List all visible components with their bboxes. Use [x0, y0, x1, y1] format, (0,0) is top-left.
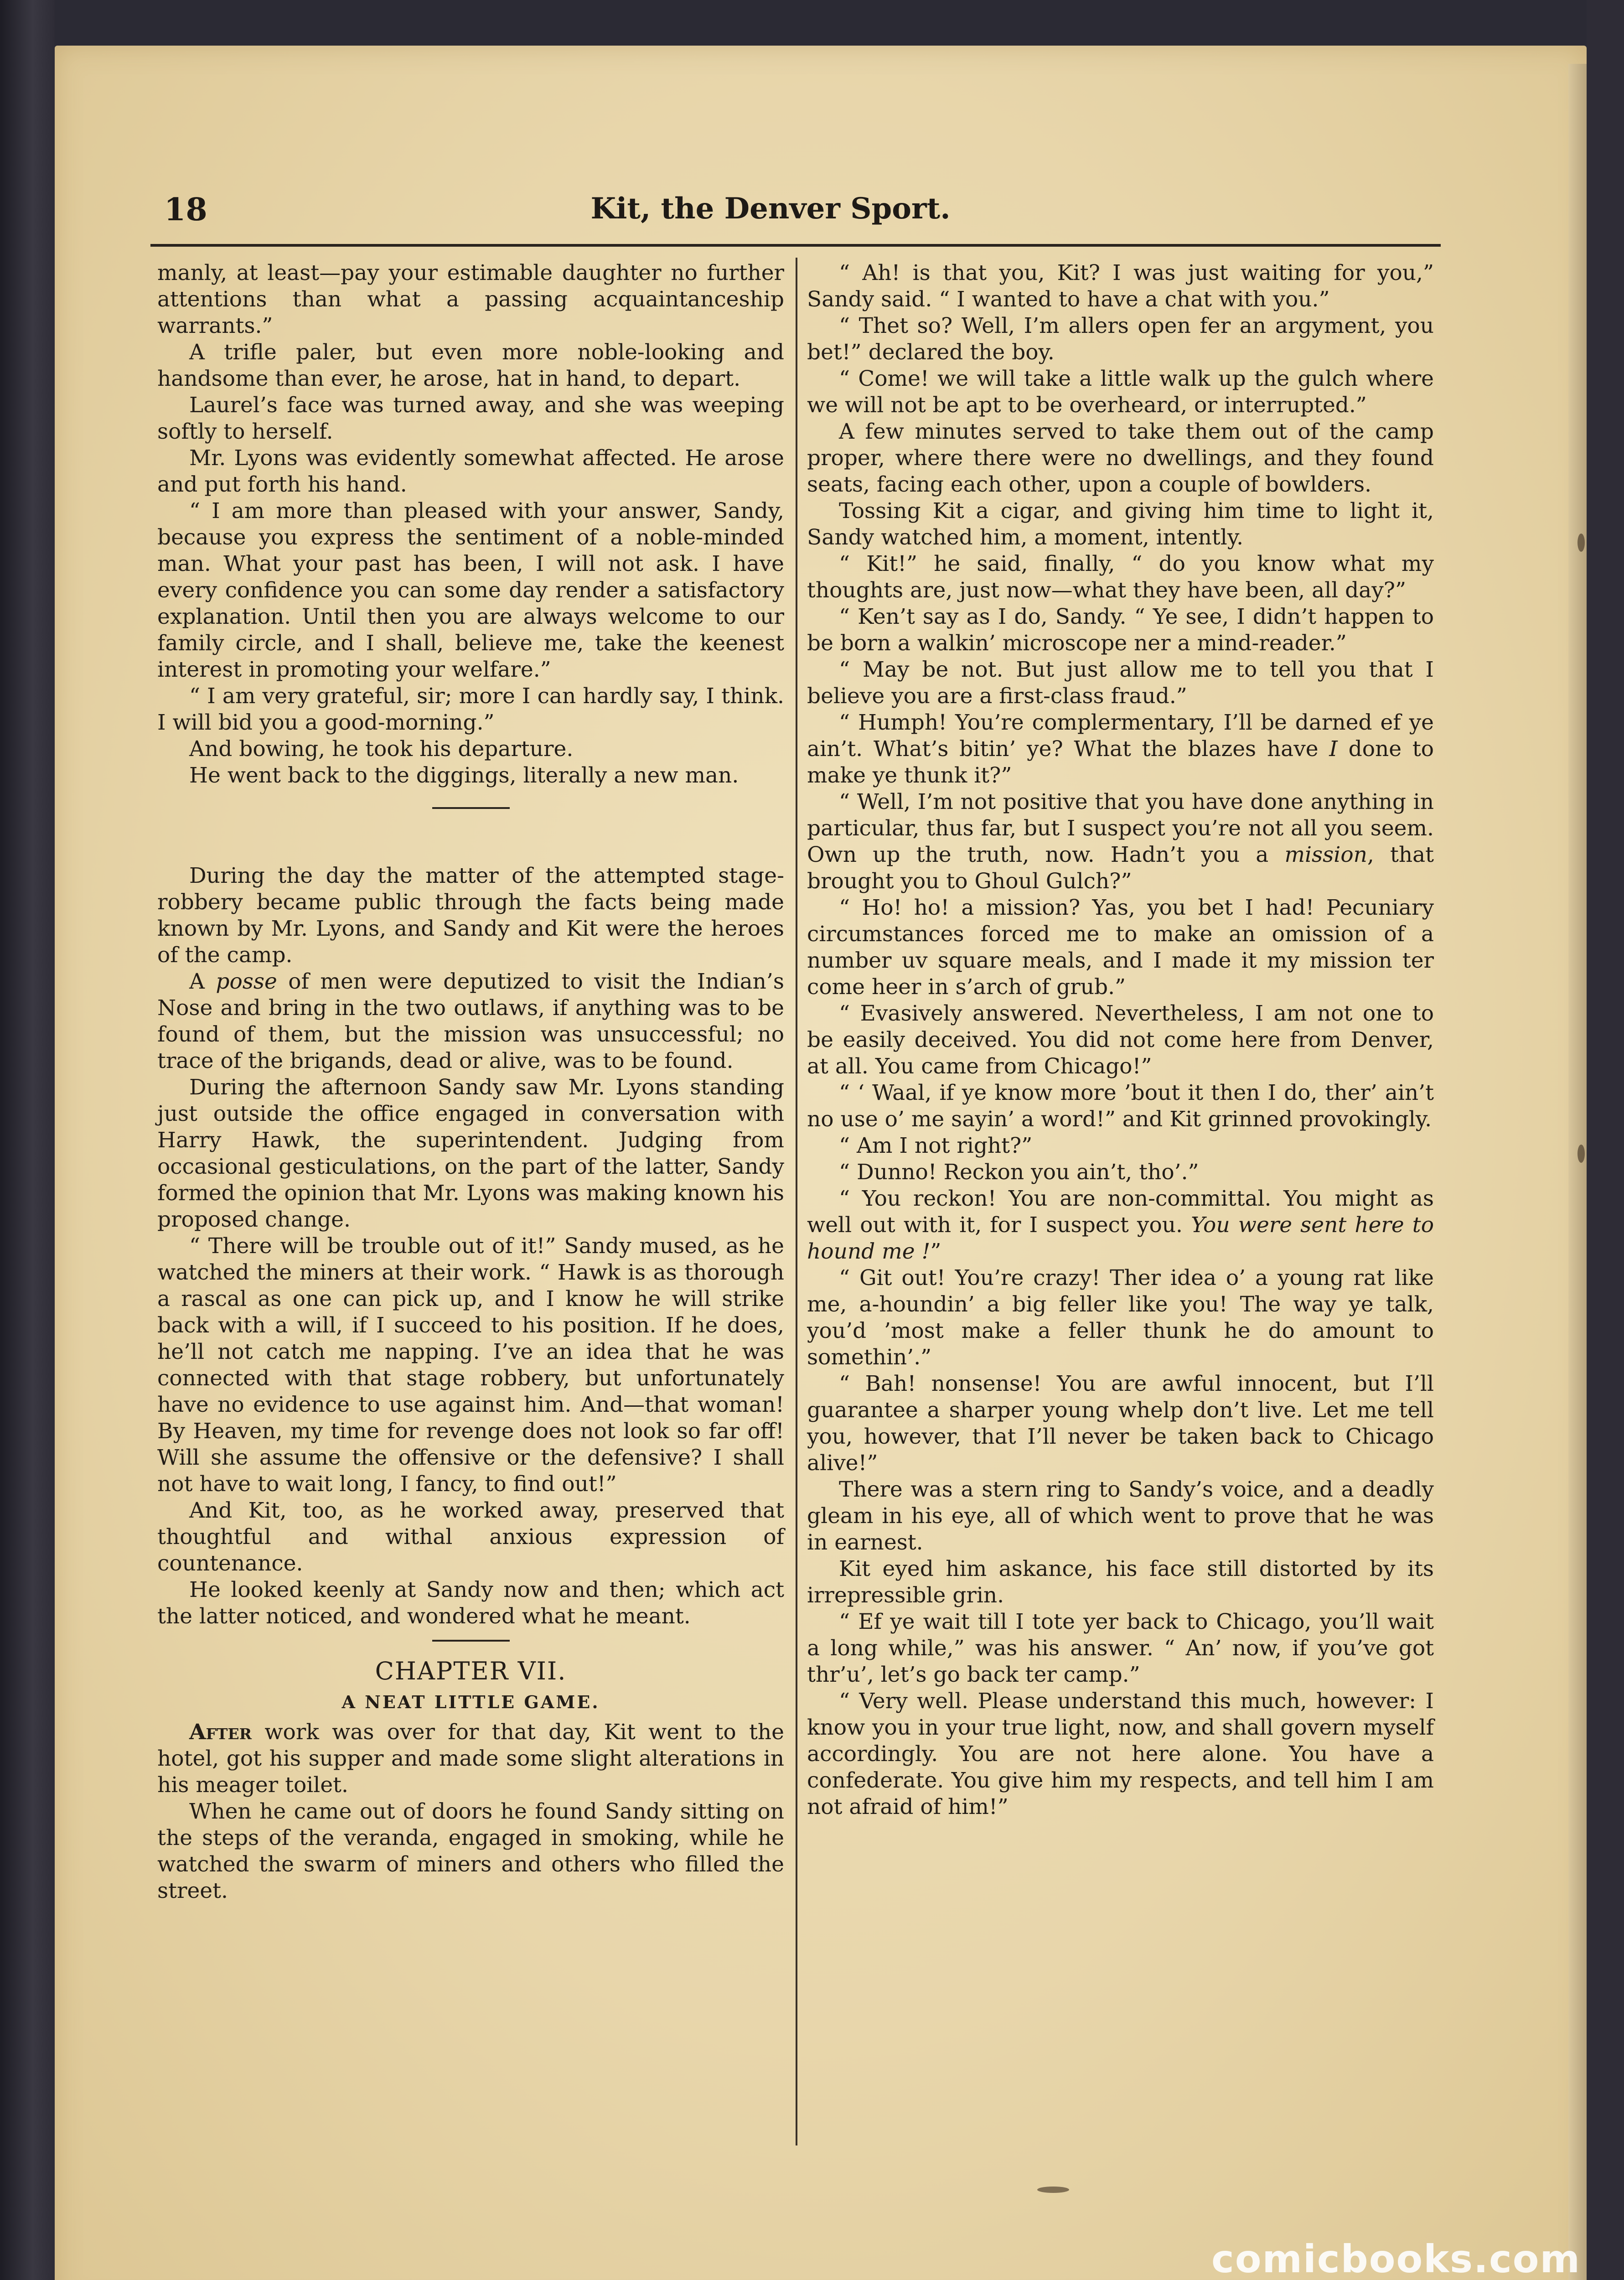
paragraph: He looked keenly at Sandy now and then; which act the latter noticed, and wondered what he meant. [157, 1577, 784, 1629]
header-rule [150, 244, 1441, 247]
paper-blemish [1037, 2187, 1069, 2193]
section-separator [432, 807, 510, 809]
paragraph: “ Ef ye wait till I tote yer back to Chicago, you’ll wait a long while,” was his answer. “ An’ now, if you’ve got thr’u’, let’s go back ter camp.” [807, 1609, 1434, 1687]
paragraph: “ Thet so? Well, I’m allers open fer an argyment, you bet!” declared the boy. [807, 313, 1434, 365]
paragraph: “ I am very grateful, sir; more I can hardly say, I think. I will bid you a good-morning.” [157, 684, 784, 735]
book-binding [0, 0, 55, 2280]
italic-text: You were sent here to hound me ! [807, 1213, 1434, 1264]
left-column [157, 260, 784, 1904]
text-run: “ Humph! You’re complermentary, I’ll be darned ef ye ain’t. What’s bitin’ ye? What the blazes have [807, 710, 1434, 762]
right-column [807, 260, 1434, 1820]
page-header [105, 182, 1436, 246]
paragraph: A few minutes served to take them out of the camp proper, where there were no dwellings, and they found seats, facing each other, upon a couple of bowlders. [807, 419, 1434, 497]
paper-blemish [1577, 534, 1585, 552]
paragraph: Tossing Kit a cigar, and giving him time to light it, Sandy watched him, a moment, intently. [807, 498, 1434, 550]
paragraph: Mr. Lyons was evidently somewhat affected. He arose and put forth his hand. [157, 446, 784, 497]
paragraph: “ I am more than pleased with your answer, Sandy, because you express the sentiment of a noble-minded man. What your past has been, I will not ask. I have every confidence you can some day render a satisfactory explanation. Until then you are always welcome to our family circle, and I shall, believe me, take the keenest interest in promoting your welfare.” [157, 498, 784, 682]
paragraph [807, 789, 1434, 895]
paragraph: “ Evasively answered. Nevertheless, I am not one to be easily deceived. You did not come here from Denver, at all. You came from Chicago!” [807, 1001, 1434, 1079]
text-run: , that brought you to Ghoul Gulch?” [807, 842, 1434, 894]
watermark: comicbooks.com [1211, 2237, 1581, 2280]
lead-word: After [189, 1720, 252, 1745]
text-run: ” [930, 1239, 941, 1264]
paragraph: During the afternoon Sandy saw Mr. Lyons standing just outside the office engaged in conversation with Harry Hawk, the superintendent. Judging from occasional gesticulations, on the part of the latter, Sandy formed the opinion that Mr. Lyons was making known his proposed change. [157, 1075, 784, 1232]
text-run: “ Well, I’m not positive that you have done anything in particular, thus far, but I suspect you’re not all you seem. Own up the truth, now. Hadn’t you a [807, 789, 1434, 867]
paragraph: Kit eyed him askance, his face still distorted by its irrepressible grin. [807, 1556, 1434, 1608]
paragraph: He went back to the diggings, literally a new man. [189, 763, 739, 788]
paragraph: “ Kit!” he said, finally, “ do you know what my thoughts are, just now—what they have been, all day?” [807, 551, 1434, 603]
paragraph: “ ‘ Waal, if ye know more ’bout it then I do, ther’ ain’t no use o’ me sayin’ a word!” and Kit grinned provokingly. [807, 1080, 1434, 1132]
page-edge [1568, 64, 1587, 2280]
paragraph: “ Come! we will take a little walk up the gulch where we will not be apt to be overheard, or interrupted.” [807, 366, 1434, 418]
paper-blemish [1577, 1145, 1585, 1163]
paragraph: “ Very well. Please understand this much, however: I know you in your true light, now, and shall govern myself accordingly. You are not here alone. You have a confederate. You give him my respects, and tell him I am not afraid of him!” [807, 1689, 1434, 1819]
page-number: 18 [164, 192, 207, 228]
paragraph: There was a stern ring to Sandy’s voice, and a deadly gleam in his eye, all of which went to prove that he was in earnest. [807, 1477, 1434, 1555]
paragraph: “ There will be trouble out of it!” Sandy mused, as he watched the miners at their work. “ Hawk is as thorough a rascal as one can pick up, and I know he will strike back with a will, if I succeed to his position. If he does, he’ll not catch me napping. I’ve an idea that he was connected with that stage robbery, but unfortunately have no evidence to use against him. And—that woman! By Heaven, my time for revenge does not look so far off! Will she assume the offensive or the defensive? I shall not have to wait long, I fancy, to find out!” [157, 1233, 784, 1497]
paragraph: “ Dunno! Reckon you ain’t, tho’.” [839, 1160, 1199, 1185]
paragraph: “ Git out! You’re crazy! Ther idea o’ a young rat like me, a-houndin’ a big feller like you! The way ye talk, you’d ’most make a feller thunk he do amount to somethin’.” [807, 1265, 1434, 1370]
paragraph: “ May be not. But just allow me to tell you that I believe you are a first-class fraud.” [807, 657, 1434, 709]
paragraph: manly, at least—pay your estimable daughter no further attentions than what a passing acquaintanceship warrants.” [157, 260, 784, 338]
text-run: A [189, 969, 216, 994]
paragraph [807, 710, 1434, 789]
paragraph: And Kit, too, as he worked away, preserved that thoughtful and withal anxious expression of countenance. [157, 1498, 784, 1576]
paragraph: “ Ken’t say as I do, Sandy. “ Ye see, I didn’t happen to be born a walkin’ microscope ner a mind-reader.” [807, 604, 1434, 656]
paragraph: When he came out of doors he found Sandy sitting on the steps of the veranda, engaged in smoking, while he watched the swarm of miners and others who filled the street. [157, 1799, 784, 1903]
column-divider [796, 258, 797, 2145]
paragraph: “ Ah! is that you, Kit? I was just waiting for you,” Sandy said. “ I wanted to have a chat with you.” [807, 260, 1434, 312]
paragraph: “ Bah! nonsense! You are awful innocent, but I’ll guarantee a sharper young whelp don’t live. Let me tell you, however, that I’ll never be taken back to Chicago alive!” [807, 1371, 1434, 1476]
paragraph: Laurel’s face was turned away, and she was weeping softly to herself. [157, 393, 784, 444]
paragraph: A trifle paler, but even more noble-looking and handsome than ever, he arose, hat in hand, to depart. [157, 340, 784, 391]
paragraph: “ Am I not right?” [839, 1133, 1033, 1158]
paragraph: And bowing, he took his departure. [189, 736, 574, 762]
italic-text: mission [1284, 842, 1367, 867]
italic-text: posse [216, 969, 277, 994]
paragraph: “ Ho! ho! a mission? Yas, you bet I had! Pecuniary circumstances forced me to make an omission of a number uv square meals, and I made it my mission ter come heer in s’arch of grub.” [807, 895, 1434, 1000]
running-title: Kit, the Denver Sport. [590, 192, 951, 226]
chapter-title: CHAPTER VII. [375, 1657, 567, 1685]
text-run: done to make ye thunk it?” [807, 736, 1434, 788]
paragraph [157, 969, 784, 1074]
section-separator [432, 1640, 510, 1642]
text-run: work was over for that day, Kit went to the hotel, got his supper and made some slight alterations in his meager toilet. [157, 1720, 784, 1798]
text-run: of men were deputized to visit the Indian’s Nose and bring in the two outlaws, if anything was to be found of them, but the mission was unsuccessful; no trace of the brigands, dead or alive, was to be found. [157, 969, 784, 1073]
paragraph [807, 1186, 1434, 1265]
chapter-subtitle: A NEAT LITTLE GAME. [341, 1692, 600, 1712]
background-strip [1587, 0, 1624, 2280]
italic-text: I [1329, 736, 1338, 762]
paragraph [157, 1719, 784, 1798]
paragraph: During the day the matter of the attempted stage-robbery became public through the facts being made known by Mr. Lyons, and Sandy and Kit were the heroes of the camp. [157, 863, 784, 968]
text-run: “ You reckon! You are non-committal. You might as well out with it, for I suspect you. [807, 1186, 1434, 1238]
